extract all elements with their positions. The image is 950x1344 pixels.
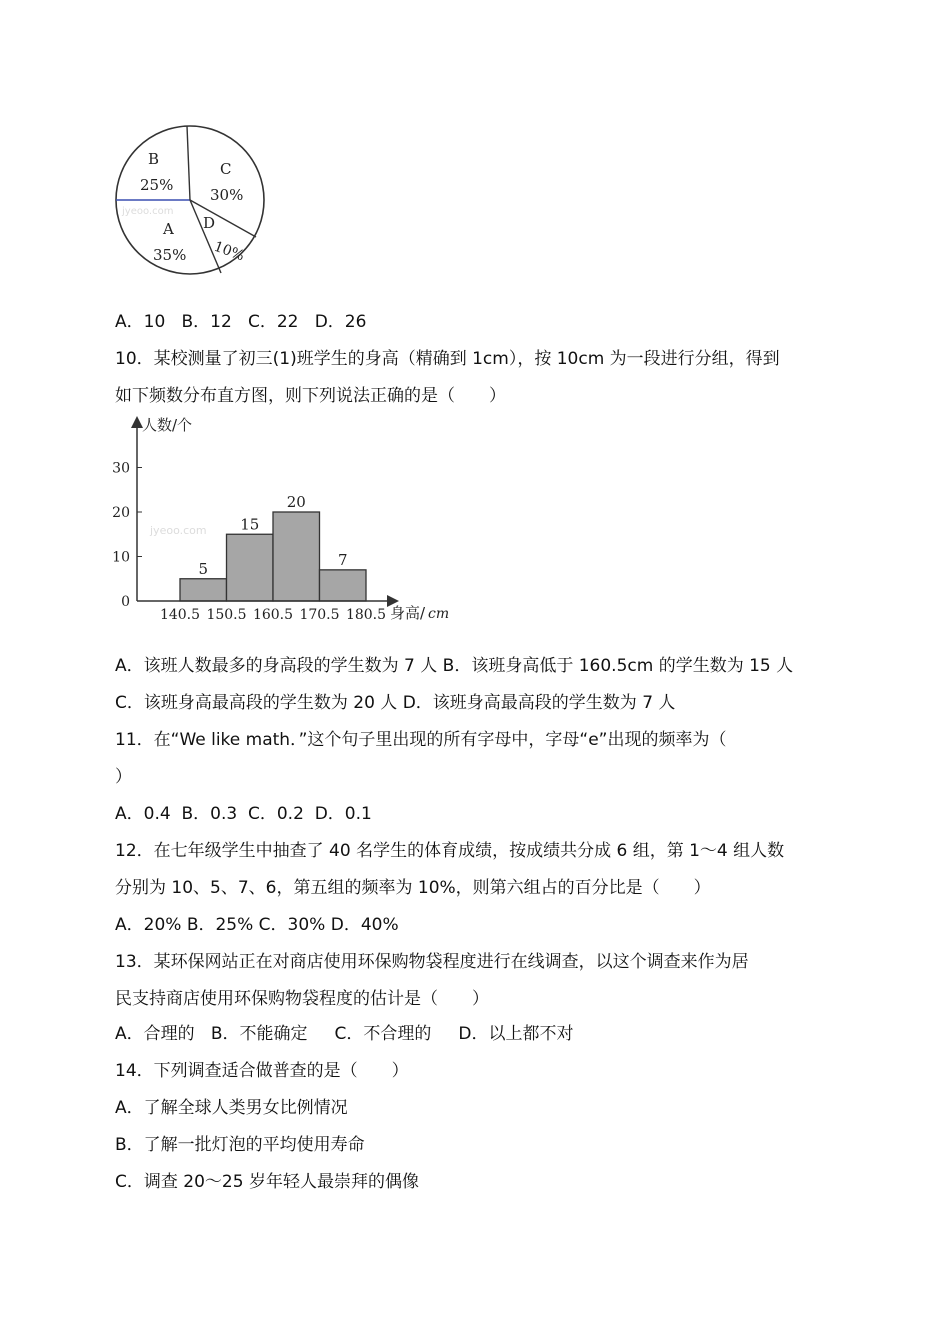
- hist-x-tick-label: 170.5: [299, 607, 340, 623]
- hist-y-tick-label: 10: [112, 549, 130, 566]
- hist-x-tick-label: 150.5: [206, 607, 247, 623]
- q12-stem-line1: 12．在七年级学生中抽查了 40 名学生的体育成绩，按成绩共分成 6 组，第 1～4 组人数: [115, 841, 785, 861]
- hist-bar: [227, 534, 274, 601]
- pie-label-c: C: [220, 160, 232, 178]
- q11-stem-line1: 11．在“We like math．”这个句子里出现的所有字母中，字母“e”出现的频率为（: [115, 730, 727, 750]
- hist-bar-label: 7: [337, 550, 348, 569]
- q13-stem-line2: 民支持商店使用环保购物袋程度的估计是（ ）: [115, 989, 489, 1009]
- hist-bar: [320, 570, 367, 601]
- pie-percent-d: 10%: [211, 238, 247, 265]
- hist-bar-label: 5: [198, 559, 209, 578]
- pie-label-b: B: [148, 150, 160, 168]
- pie-label-a: A: [163, 220, 174, 238]
- q12-options: A．20% B．25% C．30% D．40%: [115, 915, 399, 935]
- q13-stem-line1: 13．某环保网站正在对商店使用环保购物袋程度进行在线调查，以这个调查来作为居: [115, 952, 749, 972]
- hist-x-tick-label: 180.5: [345, 607, 387, 623]
- q14-option-c: C．调查 20～25 岁年轻人最崇拜的偶像: [115, 1172, 419, 1192]
- pie-percent-c: 30%: [210, 186, 244, 204]
- hist-y-tick-label: 20: [112, 505, 130, 521]
- hist-y-tick-label: 0: [121, 594, 130, 610]
- pie-chart: [110, 120, 275, 280]
- q11-options: A．0.4 B．0.3 C．0.2 D．0.1: [115, 804, 372, 824]
- hist-x-tick-label: 140.5: [159, 607, 201, 623]
- q10-stem-line1: 10．某校测量了初三(1)班学生的身高（精确到 1cm），按 10cm 为一段进行分组，得到: [115, 349, 780, 369]
- hist-y-label: 人数/个: [142, 416, 193, 434]
- q9-options: A．10 B．12 C．22 D．26: [115, 312, 367, 332]
- pie-percent-b: 25%: [140, 176, 174, 194]
- hist-x-unit: cm: [428, 606, 450, 622]
- q14-stem: 14．下列调查适合做普查的是（ ）: [115, 1061, 409, 1081]
- svg-text:jyeoo.com: jyeoo.com: [150, 524, 207, 537]
- q14-option-a: A．了解全球人类男女比例情况: [115, 1098, 348, 1118]
- hist-bar: [273, 512, 320, 601]
- q13-options: A．合理的 B．不能确定 C．不合理的 D．以上都不对: [115, 1024, 574, 1044]
- q11-stem-line2: ）: [115, 767, 132, 787]
- pie-label-d: D: [203, 214, 216, 232]
- histogram-chart: [110, 412, 460, 632]
- q12-stem-line2: 分别为 10、5、7、6，第五组的频率为 10%，则第六组占的百分比是（ ）: [115, 878, 711, 898]
- q10-stem-line2: 如下频数分布直方图，则下列说法正确的是（ ）: [115, 386, 506, 406]
- q14-option-b: B．了解一批灯泡的平均使用寿命: [115, 1135, 365, 1155]
- pie-percent-a: 35%: [153, 246, 187, 264]
- hist-x-tick-label: 160.5: [252, 607, 294, 623]
- hist-x-label: 身高/: [390, 604, 426, 622]
- svg-text:jyeoo.com: jyeoo.com: [122, 206, 174, 217]
- q10-option-ab: A．该班人数最多的身高段的学生数为 7 人 B．该班身高低于 160.5cm 的学生数为 15 人: [115, 656, 794, 676]
- hist-bar-label: 20: [286, 493, 306, 511]
- hist-y-tick-label: 30: [112, 460, 130, 477]
- hist-bar-label: 15: [240, 515, 260, 534]
- q10-option-cd: C．该班身高最高段的学生数为 20 人 D．该班身高最高段的学生数为 7 人: [115, 693, 676, 713]
- hist-bar: [180, 579, 227, 601]
